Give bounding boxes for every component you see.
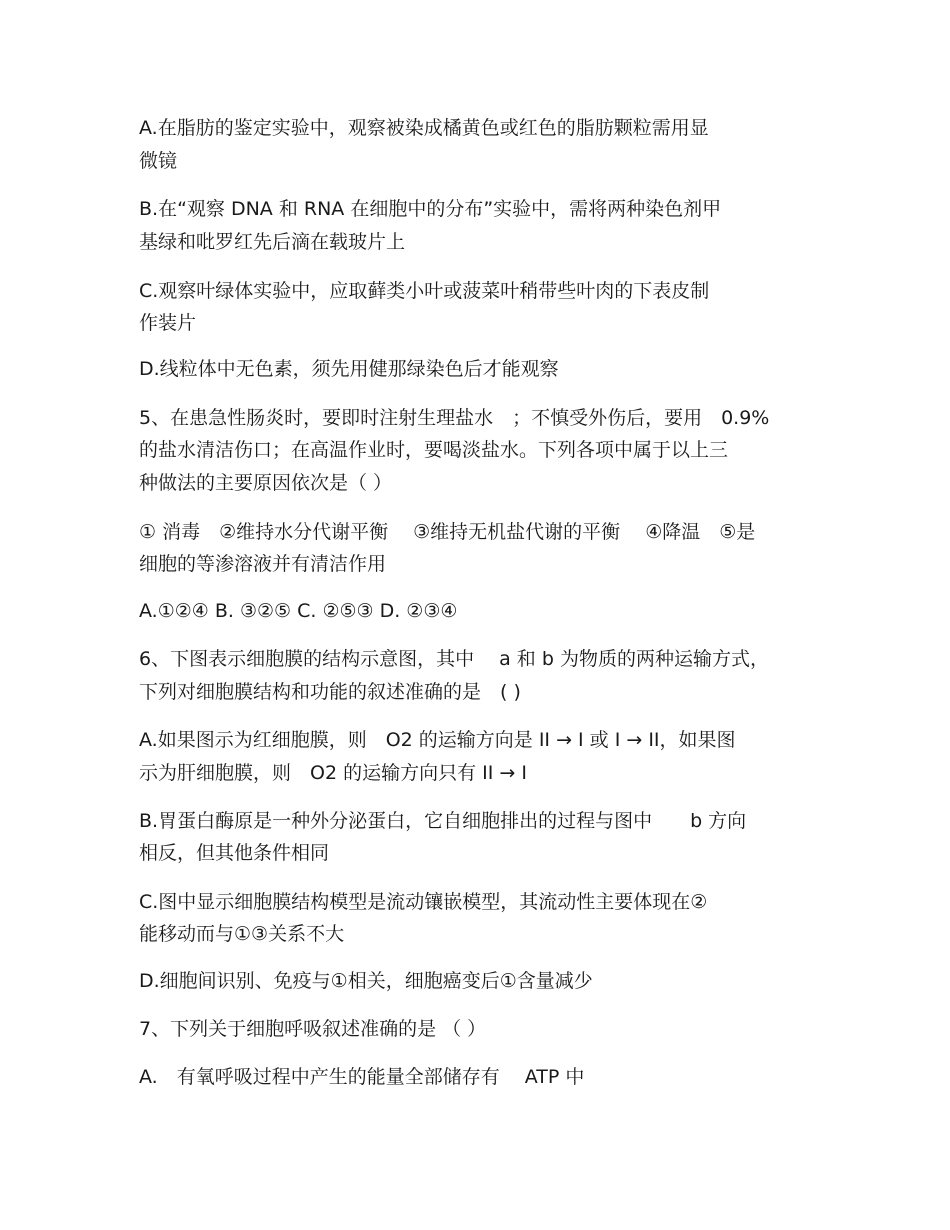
q6-option-a-line-2: 示为肝细胞膜，则 O2 的运输方向只有 II → I [139, 762, 527, 784]
question-6-line-1: 6、下图表示细胞膜的结构示意图，其中 a 和 b 为物质的两种运输方式， [139, 648, 769, 670]
q6-option-d-line: D.细胞间识别、免疫与①相关，细胞癌变后①含量减少 [139, 970, 593, 992]
option-c-line-1: C.观察叶绿体实验中，应取藓类小叶或菠菜叶稍带些叶肉的下表皮制 [139, 280, 710, 302]
q6-option-b-line-2: 相反，但其他条件相同 [139, 842, 330, 864]
question-5-line-2: 的盐水清洁伤口；在高温作业时，要喝淡盐水。下列各项中属于以上三 [139, 439, 729, 461]
question-7-line: 7、下列关于细胞呼吸叙述准确的是 （ ） [139, 1018, 487, 1040]
q6-option-c-line-2: 能移动而与①③关系不大 [139, 923, 345, 945]
option-a-line-1: A.在脂肪的鉴定实验中，观察被染成橘黄色或红色的脂肪颗粒需用显 [139, 117, 709, 139]
option-c-line-2: 作装片 [139, 312, 197, 334]
q6-option-b-line-1: B.胃蛋白酶原是一种外分泌蛋白，它自细胞排出的过程与图中 b 方向 [139, 810, 747, 832]
question-5-items-line-2: 细胞的等渗溶液并有清洁作用 [139, 553, 387, 575]
question-5-items-line-1: ① 消毒 ②维持水分代谢平衡 ③维持无机盐代谢的平衡 ④降温 ⑤是 [139, 521, 756, 543]
q7-option-a-line: A. 有氧呼吸过程中产生的能量全部储存有 ATP 中 [139, 1066, 585, 1088]
option-b-line-2: 基绿和吡罗红先后滴在载玻片上 [139, 231, 406, 253]
q6-option-a-line-1: A.如果图示为红细胞膜，则 O2 的运输方向是 II → I 或 I → II，如果图 [139, 729, 736, 751]
question-6-line-2: 下列对细胞膜结构和功能的叙述准确的是 ( ) [139, 681, 521, 703]
question-5-line-3: 种做法的主要原因依次是（ ） [139, 472, 393, 494]
q6-option-c-line-1: C.图中显示细胞膜结构模型是流动镶嵌模型，其流动性主要体现在② [139, 891, 708, 913]
option-a-line-2: 微镜 [139, 150, 178, 172]
question-5-choices: A.①②④ B. ③②⑤ C. ②⑤③ D. ②③④ [139, 600, 458, 622]
option-b-line-1: B.在“观察 DNA 和 RNA 在细胞中的分布”实验中，需将两种染色剂甲 [139, 198, 722, 220]
question-5-line-1: 5、在患急性肠炎时，要即时注射生理盐水 ；不慎受外伤后，要用 0.9% [139, 407, 770, 429]
option-d-line: D.线粒体中无色素，须先用健那绿染色后才能观察 [139, 358, 559, 380]
